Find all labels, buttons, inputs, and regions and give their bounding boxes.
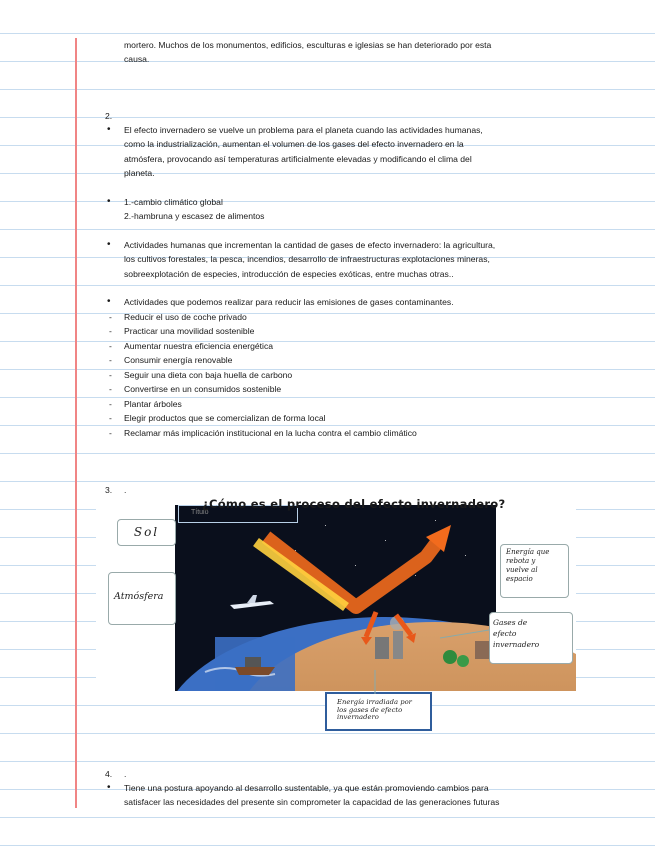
paragraph-line: sobreexplotación de especies, introducción de especies exóticas, entre muchas otras.. xyxy=(124,268,454,279)
dash-marker: - xyxy=(109,370,112,380)
activities-paragraph xyxy=(124,238,594,281)
bullet: • xyxy=(107,239,111,250)
label-atmosfera: Atmósfera xyxy=(108,572,176,625)
dash-marker: - xyxy=(109,341,112,351)
reduce-item: Convertirse en un consumidos sostenible xyxy=(124,384,282,394)
reduce-item: Practicar una movilidad sostenible xyxy=(124,326,255,336)
reduce-item: Reclamar más implicación institucional en la lucha contra el cambio climático xyxy=(124,428,417,438)
label-radiated-energy xyxy=(325,692,432,731)
section-4-dot: . xyxy=(124,769,127,779)
section-3-dot: . xyxy=(124,485,127,495)
incoming-energy-arrow xyxy=(256,542,346,607)
dash-marker: - xyxy=(109,312,112,322)
notebook-margin-line xyxy=(75,38,77,808)
reduce-item: Elegir productos que se comercializan de forma local xyxy=(124,413,326,423)
greenhouse-paragraph xyxy=(124,123,594,181)
bullet: • xyxy=(107,782,111,793)
title-placeholder: Título xyxy=(191,509,209,516)
dash-marker: - xyxy=(109,399,112,409)
paragraph-line: El efecto invernadero se vuelve un problema para el planeta cuando las actividades humanas, xyxy=(124,125,483,135)
dash-marker: - xyxy=(109,326,112,336)
consequence-item: 2.-hambruna y escasez de alimentos xyxy=(124,211,265,222)
intro-line: causa. xyxy=(124,54,150,65)
paragraph-line: como la industrialización, aumentan el volumen de los gases del efecto invernadero en la xyxy=(124,139,464,150)
label-line: rebota y xyxy=(506,557,536,565)
section-4-number: 4. xyxy=(105,769,113,779)
paragraph-line: atmósfera, provocando así temperaturas artificialmente elevadas y modificando el clima del xyxy=(124,153,472,164)
label-reflected-energy xyxy=(500,544,569,598)
section-4-paragraph xyxy=(124,781,594,810)
label-line: invernadero xyxy=(337,713,379,722)
label-greenhouse-gases xyxy=(489,612,573,664)
intro-line: mortero. Muchos de los monumentos, edificios, esculturas e iglesias se han deteriorado por esta xyxy=(124,40,492,50)
section-3-number: 3. xyxy=(105,485,113,495)
label-line: invernadero xyxy=(493,640,540,649)
label-line: vuelve al xyxy=(506,566,538,574)
label-line: efecto xyxy=(493,629,517,638)
intro-text xyxy=(124,38,594,67)
label-line: Gases de xyxy=(493,618,528,627)
consequences-list xyxy=(124,195,594,224)
diagram-title: ¿Cómo es el proceso del efecto invernadero? xyxy=(202,497,506,511)
dash-marker: - xyxy=(109,428,112,438)
reduce-item: Aumentar nuestra eficiencia energética xyxy=(124,341,274,351)
label-line: Energía que xyxy=(506,548,550,556)
section-2-number: 2. xyxy=(105,111,113,121)
label-line: espacio xyxy=(506,575,533,583)
paragraph-line: los cultivos forestales, la pesca, incendios, desarrollo de infraestructuras explotaciones mineras, xyxy=(124,254,490,265)
bullet: • xyxy=(107,124,111,135)
dash-marker: - xyxy=(109,413,112,423)
bullet: • xyxy=(107,196,111,207)
reduce-item: Plantar árboles xyxy=(124,399,182,409)
label-line: los gases de efecto xyxy=(337,705,403,714)
consequence-item: 1.-cambio climático global xyxy=(124,197,223,207)
paragraph-line: satisfacer las necesidades del presente sin comprometer la capacidad de las generaciones futuras xyxy=(124,797,500,808)
dash-marker: - xyxy=(109,355,112,365)
label-line: Energía irradiada por xyxy=(337,698,412,706)
label-sol: Sol xyxy=(117,519,176,546)
paragraph-line: Tiene una postura apoyando al desarrollo sustentable, ya que están promoviendo cambios para xyxy=(124,783,489,793)
paragraph-line: Actividades humanas que incrementan la cantidad de gases de efecto invernadero: la agricultura, xyxy=(124,240,496,250)
bullet: • xyxy=(107,296,111,307)
dash-marker: - xyxy=(109,384,112,394)
reduce-item: Consumir energía renovable xyxy=(124,355,233,365)
reduce-item: Seguir una dieta con baja huella de carbono xyxy=(124,370,293,380)
reduce-heading: Actividades que podemos realizar para reducir las emisiones de gases contaminantes. xyxy=(124,297,454,307)
reduce-item: Reducir el uso de coche privado xyxy=(124,312,247,322)
callout-lines xyxy=(330,610,490,695)
paragraph-line: planeta. xyxy=(124,168,155,179)
